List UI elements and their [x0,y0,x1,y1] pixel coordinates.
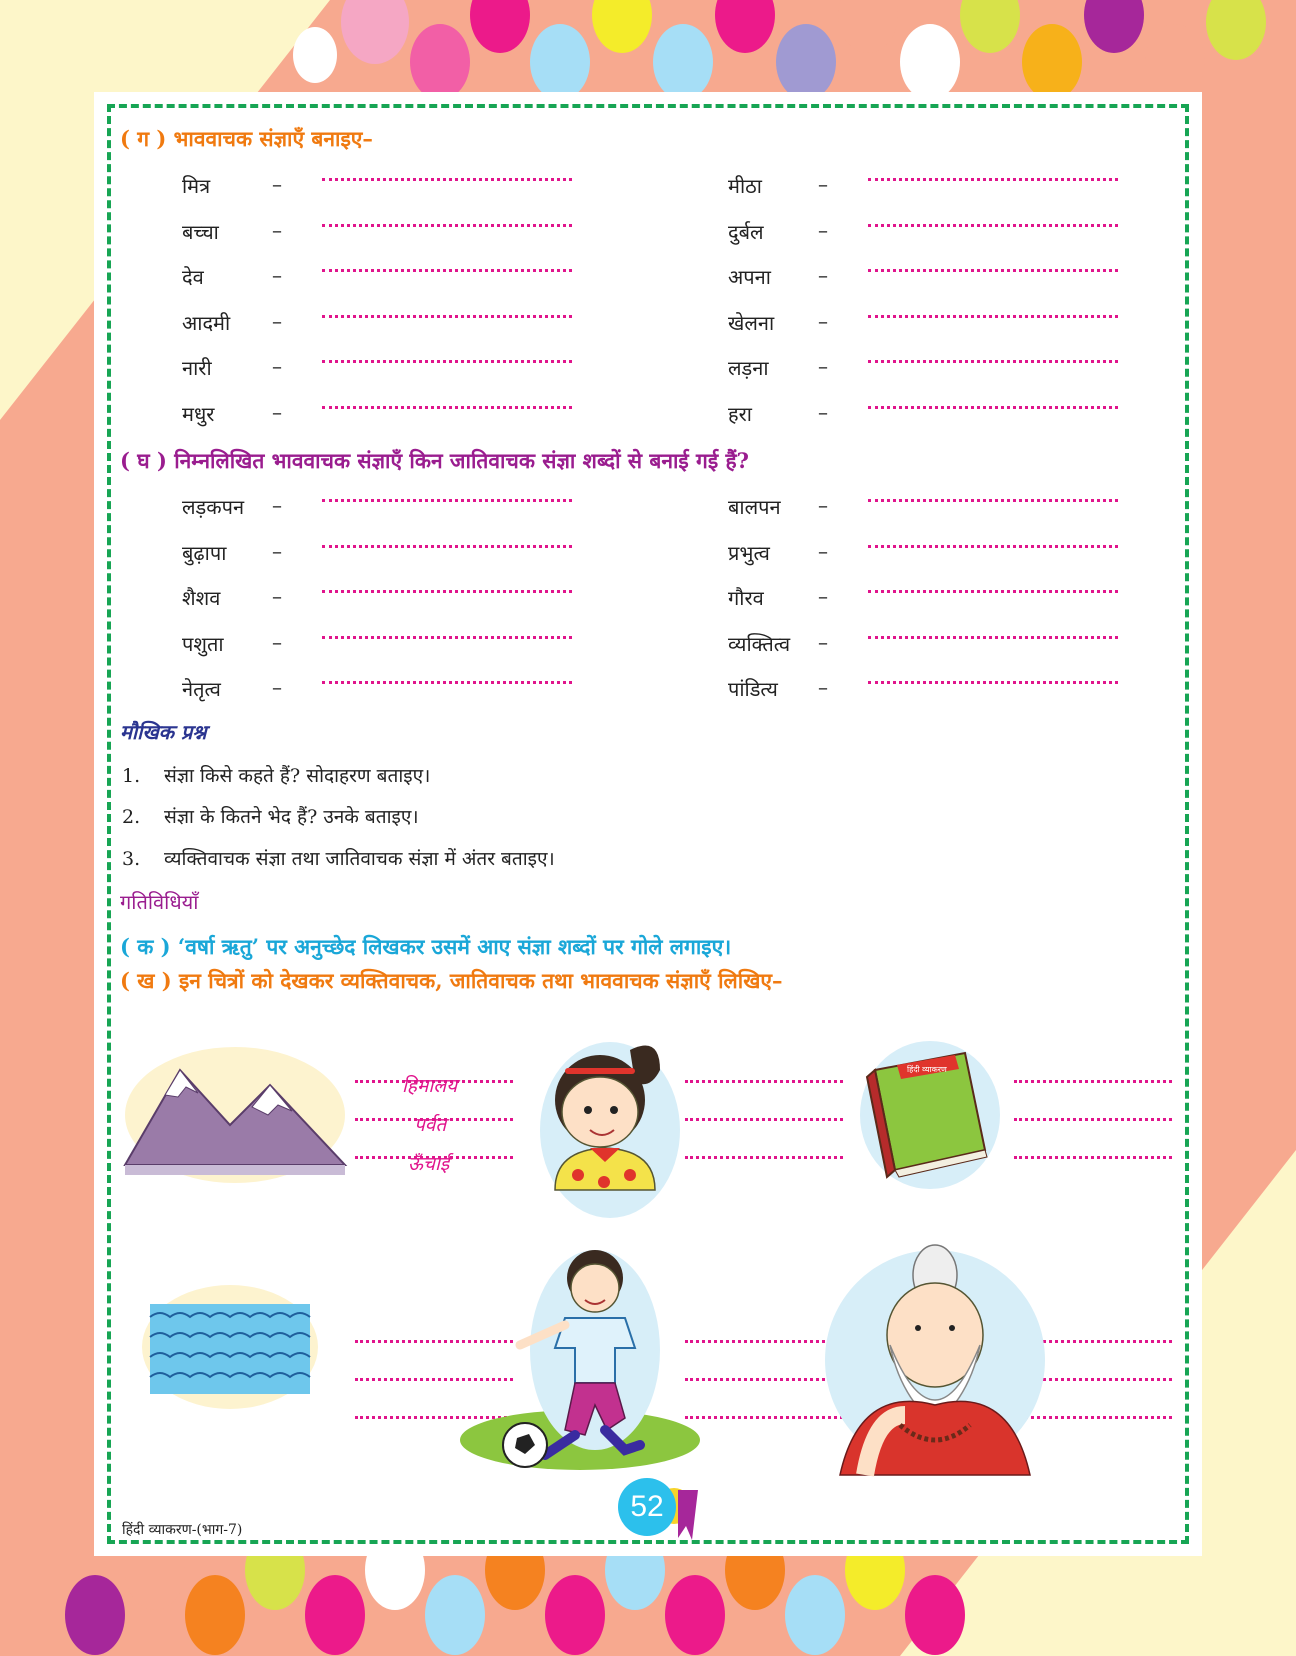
sage-picture [810,1240,1050,1480]
section_g-left-row-2 [182,218,582,252]
section_gh-left-row-5 [182,675,582,709]
dash-separator: – [818,538,828,563]
example-answer-abstract: ऊँचाई [408,1153,450,1175]
answer-blank[interactable] [322,499,572,502]
dash-separator: – [272,675,282,700]
dash-separator: – [272,308,282,333]
section_g-left-row-6 [182,400,582,434]
section_g-left-row-4 [182,309,582,343]
section_gh-right-row-4 [728,630,1128,664]
dash-separator: – [272,538,282,563]
section_g-left-row-3 [182,263,582,297]
book-cover-label: हिंदी व्याकरण [907,1065,947,1074]
sea-picture [140,1282,320,1412]
oral-question-2: 2. संज्ञा के कितने भेद हैं? उनके बताइए। [122,806,419,828]
word-label: मित्र [182,174,211,198]
word-label: हरा [728,402,752,426]
book-footer: हिंदी व्याकरण-(भाग-7) [122,1522,243,1538]
dash-separator: – [272,584,282,609]
answer-blank[interactable] [322,406,572,409]
answer-blank[interactable] [868,360,1118,363]
word-label: नेतृत्व [182,677,221,702]
word-label: देव [182,265,204,290]
answer-blank[interactable] [322,590,572,593]
activity-kha: ( ख ) इन चित्रों को देखकर व्यक्तिवाचक, जातिवाचक तथा भाववाचक संज्ञाएँ लिखिए– [120,968,783,993]
section_g-right-row-6 [728,400,1128,434]
section_gh-left-row-2 [182,539,582,573]
answer-blank[interactable] [322,178,572,181]
dash-separator: – [818,584,828,609]
answer-blank[interactable] [322,315,572,318]
example-answer-common: पर्वत [414,1114,447,1136]
word-label: बच्चा [182,219,219,244]
dash-separator: – [818,629,828,654]
dash-separator: – [272,629,282,654]
answer-blank[interactable] [868,178,1118,181]
dash-separator: – [272,493,282,517]
word-label: दुर्बल [728,219,764,244]
answer-blank[interactable] [868,224,1118,227]
oral-question-3: 3. व्यक्तिवाचक संज्ञा तथा जातिवाचक संज्ञा में अंतर बताइए। [122,848,555,870]
dash-separator: – [818,354,828,379]
section-gh-heading: ( घ ) निम्नलिखित भाववाचक संज्ञाएँ किन जातिवाचक संज्ञा शब्दों से बनाई गई हैं? [120,448,749,473]
answer-blank[interactable] [322,224,572,227]
word-label: मधुर [182,402,215,426]
word-label: शैशव [182,586,221,611]
word-label: बालपन [728,495,781,519]
answer-blank[interactable] [868,315,1118,318]
answer-blank[interactable] [868,499,1118,502]
dash-separator: – [272,172,282,196]
dash-separator: – [818,263,828,288]
girl-picture [530,1030,680,1220]
word-label: लड़कपन [182,495,245,519]
word-label: लड़ना [728,356,769,381]
word-label: गौरव [728,586,764,611]
answer-blank[interactable] [322,681,572,684]
section_g-left-row-1 [182,172,582,206]
word-label: व्यक्तित्व [728,631,791,656]
activities-heading: गतिविधियाँ [120,890,199,914]
picture-answer-line-9[interactable] [1014,1156,1172,1159]
word-label: नारी [182,356,212,381]
mountains-picture [120,1035,350,1185]
page-number-badge [618,1478,708,1542]
section_gh-right-row-5 [728,675,1128,709]
dash-separator: – [272,217,282,242]
oral-questions-heading: मौखिक प्रश्न [120,720,207,744]
answer-blank[interactable] [868,269,1118,272]
answer-blank[interactable] [322,545,572,548]
section-g-heading: ( ग ) भाववाचक संज्ञाएँ बनाइए– [120,126,373,151]
answer-blank[interactable] [868,545,1118,548]
boy-football-picture [455,1240,705,1480]
answer-blank[interactable] [868,590,1118,593]
section_g-right-row-1 [728,172,1128,206]
word-label: पांडित्य [728,677,778,702]
dash-separator: – [272,354,282,379]
section_gh-left-row-3 [182,584,582,618]
picture-answer-line-5[interactable] [685,1118,843,1121]
section_gh-right-row-3 [728,584,1128,618]
section_gh-right-row-2 [728,539,1128,573]
dash-separator: – [818,493,828,517]
word-label: मीठा [728,174,762,198]
book-picture [855,1035,1005,1195]
answer-blank[interactable] [322,269,572,272]
word-label: प्रभुत्व [728,540,770,565]
picture-answer-line-4[interactable] [685,1080,843,1083]
word-label: अपना [728,265,771,290]
page-number: 52 [618,1478,676,1536]
answer-blank[interactable] [868,406,1118,409]
section_g-right-row-3 [728,263,1128,297]
answer-blank[interactable] [322,360,572,363]
section_g-left-row-5 [182,354,582,388]
section_g-right-row-4 [728,309,1128,343]
dash-separator: – [818,308,828,333]
dash-separator: – [272,400,282,424]
dash-separator: – [272,263,282,288]
answer-blank[interactable] [322,636,572,639]
section_gh-right-row-1 [728,493,1128,527]
activity-ka: ( क ) ‘वर्षा ऋतु’ पर अनुच्छेद लिखकर उसमें आए संज्ञा शब्दों पर गोले लगाइए। [120,934,732,959]
example-answer-proper: हिमालय [402,1075,458,1097]
picture-answer-line-8[interactable] [1014,1118,1172,1121]
answer-blank[interactable] [868,681,1118,684]
section_g-right-row-2 [728,218,1128,252]
word-label: खेलना [728,310,775,335]
picture-answer-line-6[interactable] [685,1156,843,1159]
dash-separator: – [818,400,828,424]
answer-blank[interactable] [868,636,1118,639]
section_gh-left-row-1 [182,493,582,527]
section_g-right-row-5 [728,354,1128,388]
dash-separator: – [818,172,828,196]
word-label: आदमी [182,310,231,335]
dash-separator: – [818,675,828,700]
dash-separator: – [818,217,828,242]
word-label: पशुता [182,631,224,656]
picture-answer-line-7[interactable] [1014,1080,1172,1083]
section_gh-left-row-4 [182,630,582,664]
oral-question-1: 1. संज्ञा किसे कहते हैं? सोदाहरण बताइए। [122,765,431,787]
word-label: बुढ़ापा [182,540,227,565]
